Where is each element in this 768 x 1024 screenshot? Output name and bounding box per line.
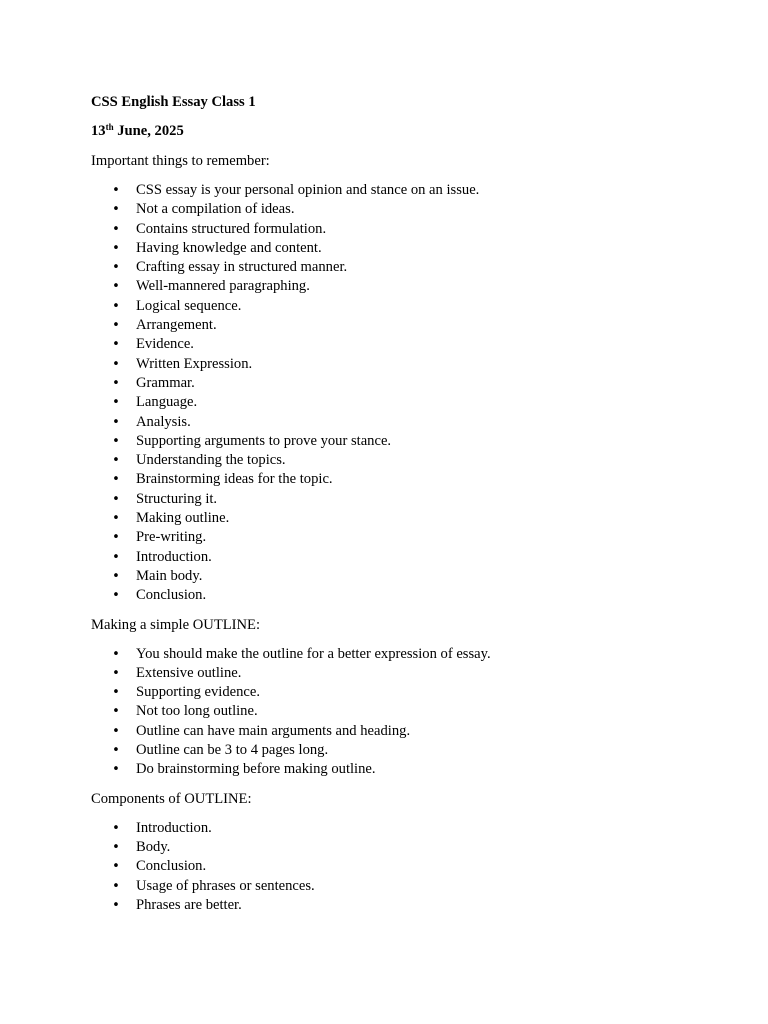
bullet-icon: • <box>112 568 120 584</box>
bullet-icon: • <box>112 375 120 391</box>
bullet-icon: • <box>112 704 120 720</box>
bullet-icon: • <box>112 588 120 604</box>
bullet-icon: • <box>112 337 120 353</box>
bullet-icon: • <box>112 743 120 759</box>
bullet-icon: • <box>112 260 120 276</box>
list-item <box>91 220 691 239</box>
list-item-text: Analysis. <box>136 413 191 430</box>
list-item <box>91 355 691 374</box>
bullet-icon: • <box>112 395 120 411</box>
list-item <box>91 297 691 316</box>
list-item <box>91 683 691 702</box>
list-item-text: Evidence. <box>136 336 194 353</box>
list-item-text: Conclusion. <box>136 858 207 875</box>
bullet-icon: • <box>112 183 120 198</box>
list-item-text: Phrases are better. <box>136 896 242 913</box>
bullet-icon: • <box>112 414 120 430</box>
bullet-list <box>91 181 691 606</box>
bullet-icon: • <box>112 491 120 507</box>
bullet-icon: • <box>112 530 120 546</box>
bullet-icon: • <box>112 685 120 701</box>
bullet-icon: • <box>112 318 120 334</box>
list-item-text: Extensive outline. <box>136 664 242 681</box>
list-item <box>91 432 691 451</box>
bullet-icon: • <box>112 646 120 662</box>
list-item <box>91 490 691 509</box>
bullet-icon: • <box>112 549 120 565</box>
document-content <box>91 93 691 915</box>
bullet-icon: • <box>112 240 120 256</box>
list-item-text: Conclusion. <box>136 587 207 604</box>
bullet-icon: • <box>112 511 120 527</box>
list-item <box>91 509 691 528</box>
list-item <box>91 760 691 779</box>
bullet-icon: • <box>112 762 120 778</box>
list-item <box>91 702 691 721</box>
list-item-text: Pre-writing. <box>136 529 207 546</box>
list-item-text: Having knowledge and content. <box>136 239 322 256</box>
list-item-text: Arrangement. <box>136 317 217 334</box>
list-item <box>91 567 691 586</box>
list-item <box>91 741 691 760</box>
list-item <box>91 722 691 741</box>
list-item <box>91 277 691 296</box>
document-sections <box>91 152 691 915</box>
bullet-icon: • <box>112 298 120 314</box>
bullet-list <box>91 819 691 915</box>
list-item-text: Outline can have main arguments and heading. <box>136 722 411 739</box>
section-heading: Components of OUTLINE: <box>91 790 252 807</box>
list-item <box>91 393 691 412</box>
list-item <box>91 258 691 277</box>
list-item <box>91 316 691 335</box>
list-item-text: Language. <box>136 394 198 411</box>
list-item-text: Contains structured formulation. <box>136 220 327 237</box>
list-item-text: Do brainstorming before making outline. <box>136 761 376 778</box>
list-item <box>91 335 691 354</box>
list-item <box>91 528 691 547</box>
list-item-text: CSS essay is your personal opinion and stance on an issue. <box>136 182 480 198</box>
bullet-icon: • <box>112 221 120 237</box>
list-item-text: Outline can be 3 to 4 pages long. <box>136 742 329 759</box>
list-item-text: Understanding the topics. <box>136 452 286 469</box>
document-date <box>91 122 691 142</box>
bullet-icon: • <box>112 897 120 913</box>
section-heading: Important things to remember: <box>91 153 270 169</box>
list-item <box>91 877 691 896</box>
bullet-icon: • <box>112 202 120 218</box>
bullet-icon: • <box>112 723 120 739</box>
bullet-icon: • <box>112 839 120 855</box>
list-item-text: Introduction. <box>136 819 212 836</box>
list-item-text: Written Expression. <box>136 355 253 372</box>
list-item <box>91 451 691 470</box>
list-item-text: Main body. <box>136 567 203 584</box>
list-item-text: Logical sequence. <box>136 297 242 314</box>
section-heading: Making a simple OUTLINE: <box>91 616 261 633</box>
list-item-text: Structuring it. <box>136 490 218 507</box>
list-item-text: You should make the outline for a better expression of essay. <box>136 645 491 662</box>
list-item <box>91 548 691 567</box>
bullet-icon: • <box>112 279 120 295</box>
list-item <box>91 857 691 876</box>
bullet-icon: • <box>112 665 120 681</box>
list-item <box>91 239 691 258</box>
list-item <box>91 200 691 219</box>
list-item <box>91 374 691 393</box>
bullet-icon: • <box>112 859 120 875</box>
list-item-text: Body. <box>136 838 171 855</box>
list-item <box>91 586 691 605</box>
list-item <box>91 645 691 664</box>
list-item-text: Grammar. <box>136 374 195 391</box>
list-item <box>91 413 691 432</box>
bullet-icon: • <box>112 820 120 836</box>
bullet-icon: • <box>112 356 120 372</box>
list-item <box>91 838 691 857</box>
date-day: 13 <box>91 123 106 139</box>
bullet-list <box>91 645 691 780</box>
list-item-text: Usage of phrases or sentences. <box>136 877 315 894</box>
list-item <box>91 819 691 838</box>
list-item <box>91 470 691 489</box>
list-item-text: Supporting evidence. <box>136 684 261 701</box>
list-item-text: Not too long outline. <box>136 703 258 720</box>
list-item-text: Well-mannered paragraphing. <box>136 278 310 295</box>
list-item-text: Crafting essay in structured manner. <box>136 259 348 276</box>
list-item-text: Making outline. <box>136 510 230 527</box>
bullet-icon: • <box>112 878 120 894</box>
document-title: CSS English Essay Class 1 <box>91 94 256 110</box>
bullet-icon: • <box>112 453 120 469</box>
bullet-icon: • <box>112 472 120 488</box>
list-item-text: Supporting arguments to prove your stance. <box>136 432 392 449</box>
list-item-text: Brainstorming ideas for the topic. <box>136 471 333 488</box>
list-item <box>91 664 691 683</box>
list-item-text: Introduction. <box>136 548 212 565</box>
list-item-text: Not a compilation of ideas. <box>136 201 295 218</box>
list-item <box>91 181 691 200</box>
date-rest: June, 2025 <box>113 123 184 139</box>
date-suffix: th <box>105 122 114 132</box>
bullet-icon: • <box>112 433 120 449</box>
list-item <box>91 896 691 915</box>
